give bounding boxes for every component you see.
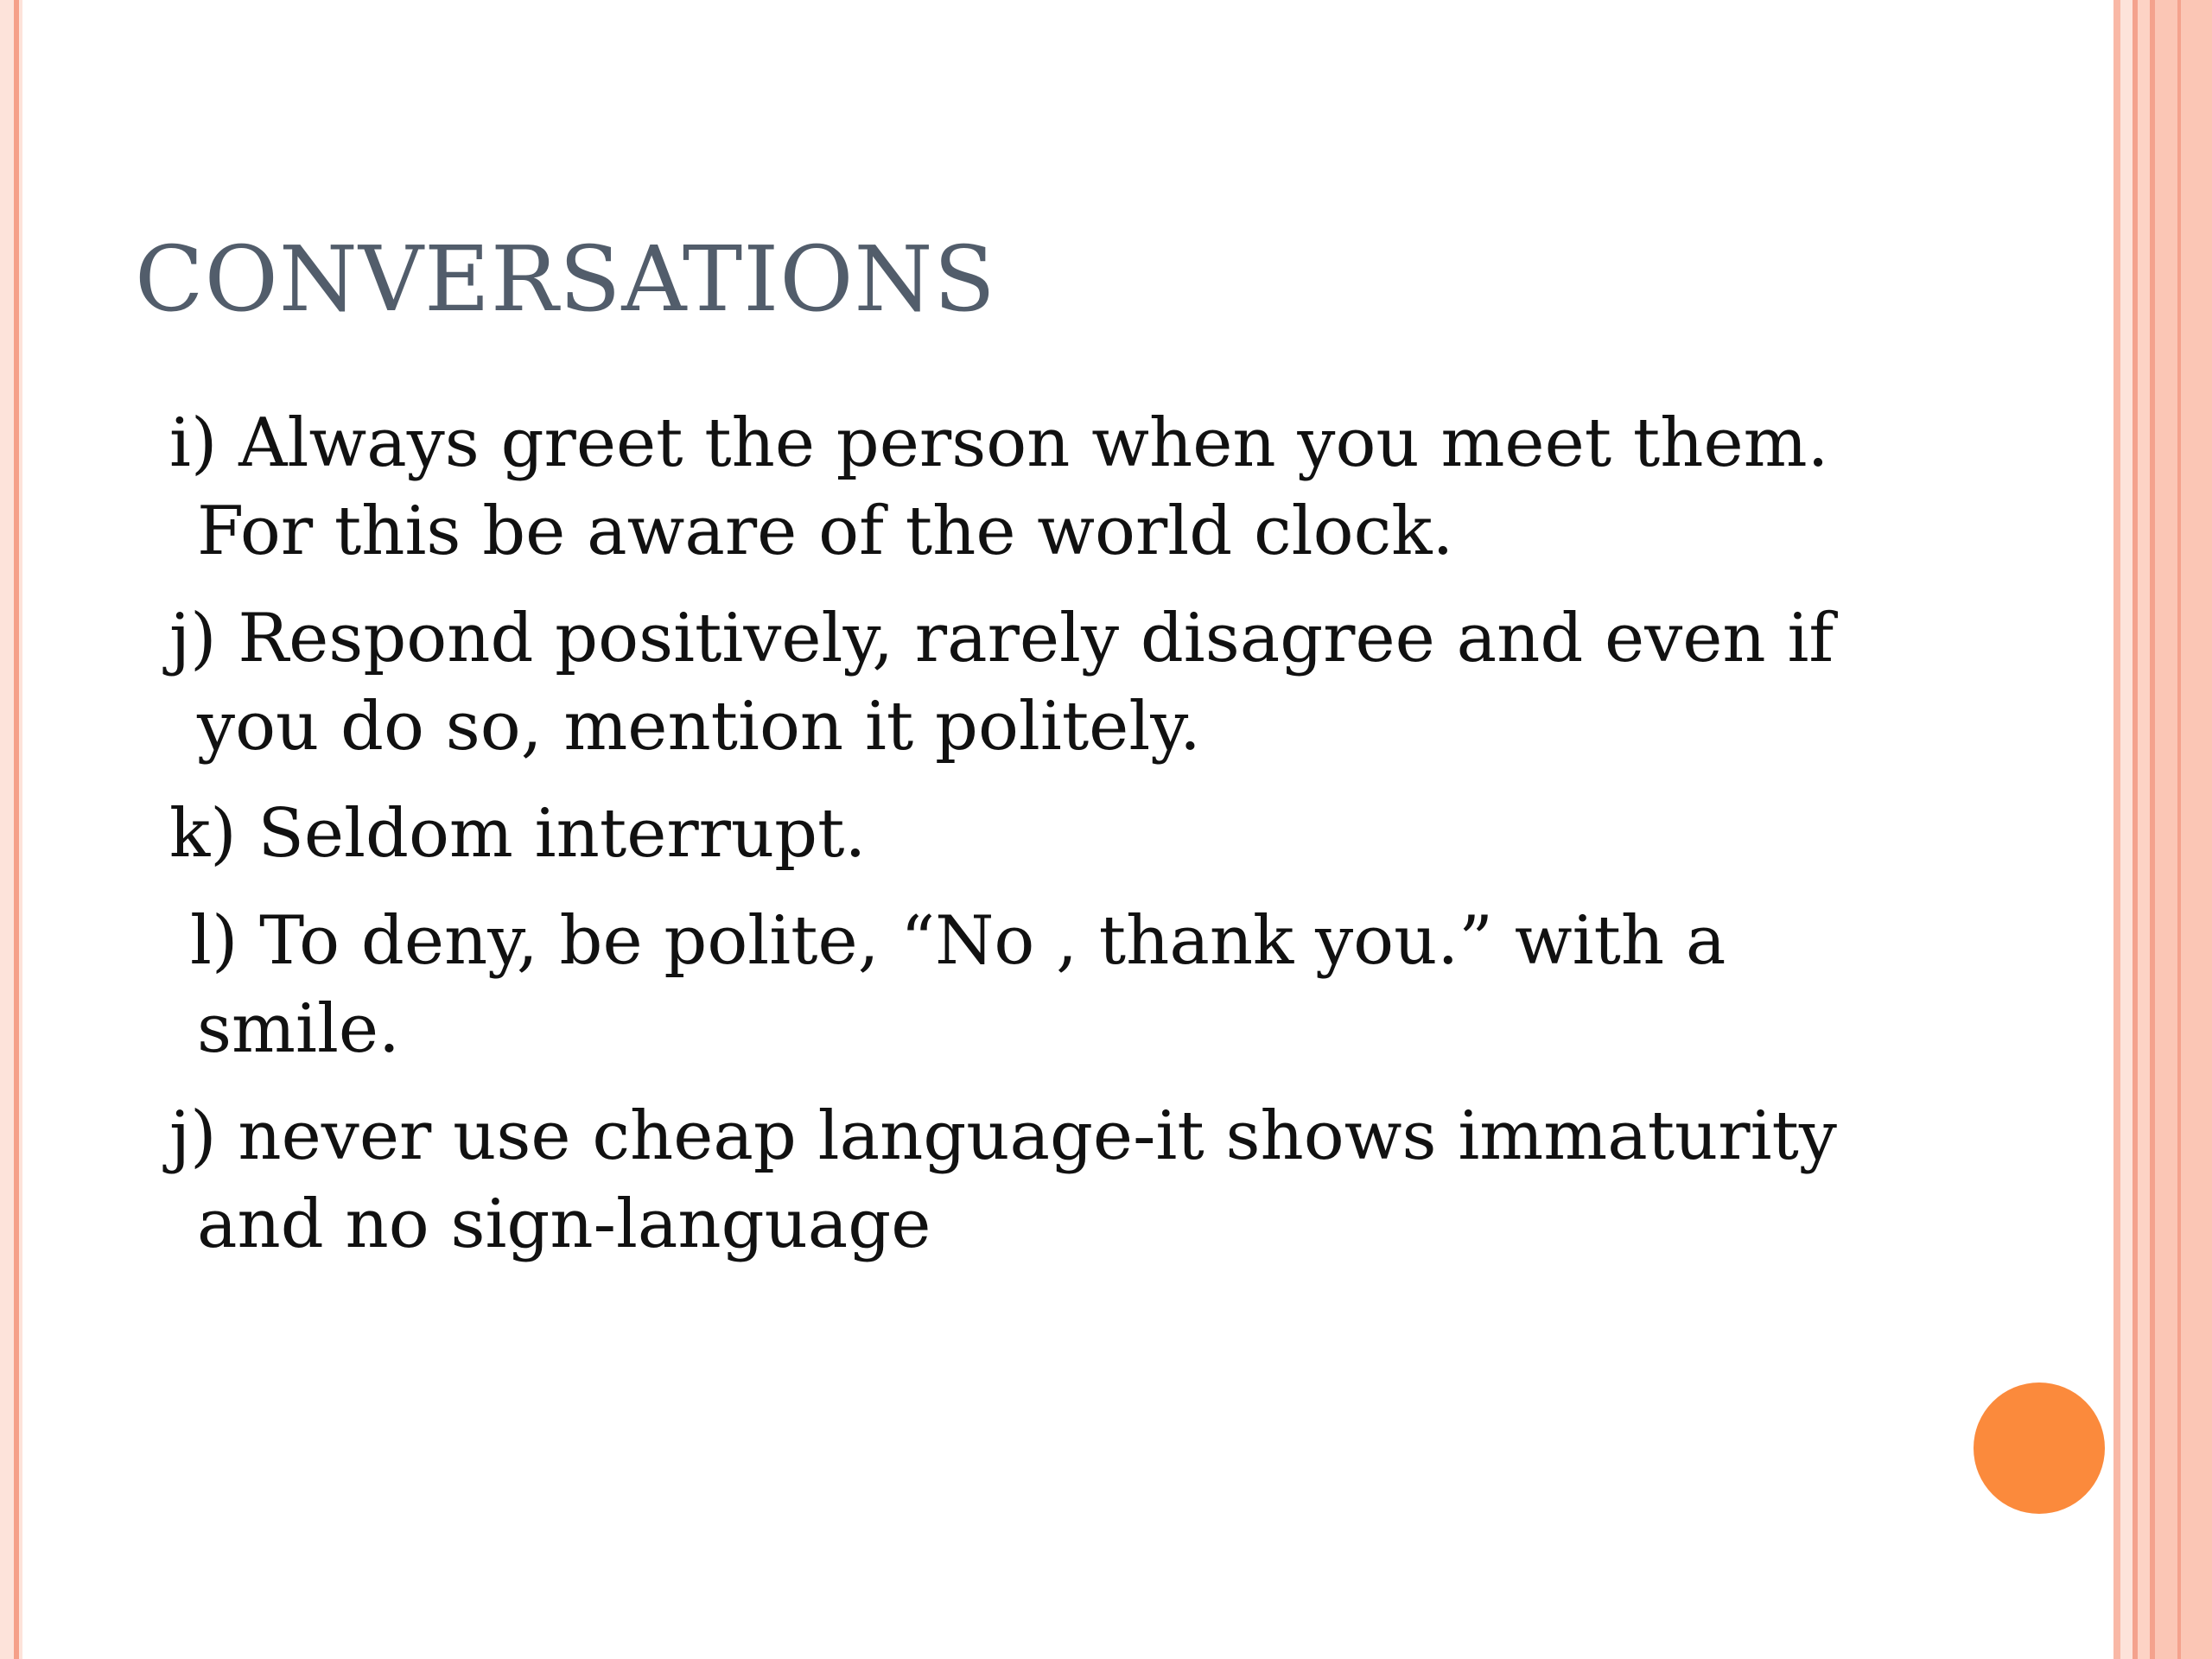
right-border-stripe bbox=[2177, 0, 2181, 1659]
left-border-stripe bbox=[19, 0, 22, 1659]
right-border-stripe bbox=[2113, 0, 2120, 1659]
list-item: l) To deny, be polite, “No , thank you.” with a smile. bbox=[190, 902, 1726, 1068]
slide-title: CONVERSATIONS bbox=[135, 226, 996, 332]
list-item: i) Always greet the person when you meet them. For this be aware of the world clock. bbox=[169, 404, 1829, 570]
list-item: j) Respond positively, rarely disagree and even if you do so, mention it politely. bbox=[169, 600, 1834, 766]
right-border-stripe bbox=[2138, 0, 2150, 1659]
list-item: k) Seldom interrupt. bbox=[169, 795, 867, 873]
list-item: j) never use cheap language-it shows immaturity and no sign-language bbox=[169, 1097, 1837, 1263]
right-border-stripe bbox=[2120, 0, 2133, 1659]
orange-circle-decoration bbox=[1974, 1382, 2105, 1514]
right-border-stripe bbox=[2155, 0, 2212, 1659]
bullet-list bbox=[169, 399, 1897, 1287]
left-border-stripe bbox=[0, 0, 14, 1659]
